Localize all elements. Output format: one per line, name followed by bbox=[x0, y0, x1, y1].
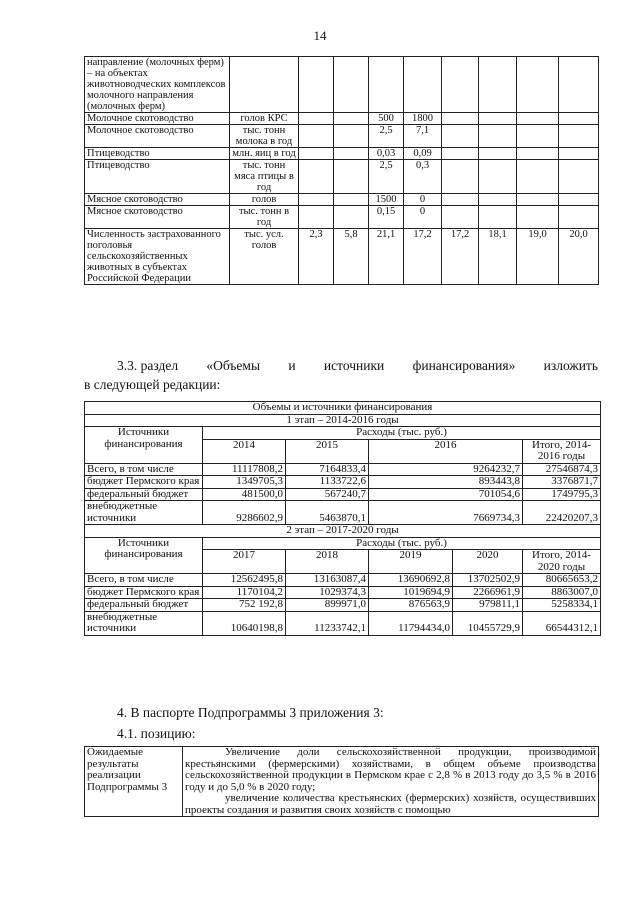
expense-value: 80665653,2 bbox=[523, 574, 601, 587]
indicator-value: 2,5 bbox=[369, 160, 404, 194]
indicator-value bbox=[299, 148, 334, 160]
table-row bbox=[85, 113, 599, 125]
indicator-value bbox=[442, 125, 479, 148]
indicator-value: 0,15 bbox=[369, 206, 404, 229]
table-row bbox=[85, 476, 601, 489]
indicator-name: Птицеводство bbox=[85, 148, 230, 160]
indicator-value bbox=[479, 206, 517, 229]
expense-value: 1133722,6 bbox=[286, 476, 369, 489]
source-name: бюджет Пермского края bbox=[85, 586, 203, 599]
table-row bbox=[85, 463, 601, 476]
indicator-value bbox=[479, 148, 517, 160]
indicator-value: 20,0 bbox=[559, 229, 599, 285]
year-header: 2020 bbox=[453, 550, 523, 574]
total-header: Итого, 2014-2020 годы bbox=[523, 550, 601, 574]
indicator-value bbox=[334, 113, 369, 125]
indicator-value bbox=[559, 160, 599, 194]
table-row bbox=[85, 586, 601, 599]
expense-value: 481500,0 bbox=[203, 488, 286, 501]
expense-value: 13163087,4 bbox=[286, 574, 369, 587]
indicator-name: Мясное скотоводство bbox=[85, 194, 230, 206]
indicator-name: Молочное скотоводство bbox=[85, 125, 230, 148]
indicator-value bbox=[559, 125, 599, 148]
indicator-value bbox=[442, 194, 479, 206]
year-header: 2017 bbox=[203, 550, 286, 574]
expense-value: 1749795,3 bbox=[523, 488, 601, 501]
indicator-value bbox=[517, 148, 559, 160]
indicator-value bbox=[559, 194, 599, 206]
expense-value: 9286602,9 bbox=[203, 501, 286, 525]
stage2-label: 2 этап – 2017-2020 годы bbox=[85, 525, 601, 538]
indicator-value bbox=[479, 160, 517, 194]
indicator-value: 500 bbox=[369, 113, 404, 125]
indicator-value bbox=[299, 194, 334, 206]
source-name: федеральный бюджет bbox=[85, 599, 203, 612]
indicator-value bbox=[334, 148, 369, 160]
section-4-1: 4.1. позицию: bbox=[117, 726, 196, 741]
indicator-value bbox=[517, 57, 559, 113]
expense-value: 899971,0 bbox=[286, 599, 369, 612]
results-paragraph-2: увеличение количества крестьянских (фермерских) хозяйств, осуществивших проекты создания и развития своих хозяйств с помощью bbox=[185, 792, 596, 816]
indicator-value bbox=[517, 125, 559, 148]
indicator-value bbox=[442, 206, 479, 229]
indicator-value bbox=[299, 57, 334, 113]
expense-value: 876563,9 bbox=[369, 599, 453, 612]
indicator-value bbox=[299, 160, 334, 194]
indicator-name: Мясное скотоводство bbox=[85, 206, 230, 229]
expense-value: 9264232,7 bbox=[369, 463, 523, 476]
indicator-value bbox=[517, 194, 559, 206]
financing-title: Объемы и источники финансирования bbox=[85, 402, 601, 415]
indicator-value bbox=[479, 57, 517, 113]
table-row bbox=[85, 194, 599, 206]
year-header: 2018 bbox=[286, 550, 369, 574]
indicator-unit: тыс. тонн в год bbox=[230, 206, 299, 229]
indicator-value bbox=[559, 57, 599, 113]
indicator-value bbox=[479, 113, 517, 125]
indicator-value bbox=[442, 148, 479, 160]
indicator-name: Молочное скотоводство bbox=[85, 113, 230, 125]
expected-results-table bbox=[84, 746, 599, 817]
source-name: Всего, в том числе bbox=[85, 574, 203, 587]
table-row bbox=[85, 501, 601, 525]
expense-value: 979811,1 bbox=[453, 599, 523, 612]
indicator-value bbox=[479, 194, 517, 206]
indicator-name: Птицеводство bbox=[85, 160, 230, 194]
indicator-value: 17,2 bbox=[404, 229, 442, 285]
stage1-label: 1 этап – 2014-2016 годы bbox=[85, 414, 601, 427]
indicator-value bbox=[299, 113, 334, 125]
expense-value: 10640198,8 bbox=[203, 611, 286, 635]
expense-value: 66544312,1 bbox=[523, 611, 601, 635]
indicator-value: 0,3 bbox=[404, 160, 442, 194]
indicator-value: 5,8 bbox=[334, 229, 369, 285]
expected-results-label: Ожидаемые результаты реализации Подпрограммы 3 bbox=[85, 747, 183, 817]
year-header: 2016 bbox=[369, 439, 523, 463]
source-name: федеральный бюджет bbox=[85, 488, 203, 501]
year-header: 2019 bbox=[369, 550, 453, 574]
table-row bbox=[85, 488, 601, 501]
expense-value: 5463870,1 bbox=[286, 501, 369, 525]
table-row bbox=[85, 599, 601, 612]
indicator-value bbox=[299, 206, 334, 229]
table-row bbox=[85, 148, 599, 160]
indicator-value bbox=[404, 57, 442, 113]
indicator-value bbox=[442, 57, 479, 113]
table-row bbox=[85, 574, 601, 587]
table-row bbox=[85, 206, 599, 229]
indicator-value bbox=[479, 125, 517, 148]
indicator-value bbox=[559, 206, 599, 229]
indicator-value bbox=[442, 113, 479, 125]
indicator-value bbox=[334, 206, 369, 229]
indicator-value: 1500 bbox=[369, 194, 404, 206]
expense-value: 27546874,3 bbox=[523, 463, 601, 476]
expense-value: 13702502,9 bbox=[453, 574, 523, 587]
source-name: внебюджетные источники bbox=[85, 611, 203, 635]
expenses-header: Расходы (тыс. руб.) bbox=[203, 427, 601, 440]
expense-value: 10455729,9 bbox=[453, 611, 523, 635]
indicator-value: 18,1 bbox=[479, 229, 517, 285]
financing-table bbox=[84, 401, 601, 636]
indicator-value: 17,2 bbox=[442, 229, 479, 285]
source-name: Всего, в том числе bbox=[85, 463, 203, 476]
expense-value: 701054,6 bbox=[369, 488, 523, 501]
indicator-value bbox=[299, 125, 334, 148]
indicator-value: 2,3 bbox=[299, 229, 334, 285]
indicator-value: 0 bbox=[404, 206, 442, 229]
results-paragraph-1: Увеличение доли сельскохозяйственной продукции, производимой крестьянскими (фермерскими) хозяйствами, в общем объеме производства сельскохозяйственной продукции в Пермском крае с 2,8 % в 2013 году до 3,5 % в 2016 году и до 5,0 % в 2020 году; bbox=[185, 746, 596, 793]
table-row bbox=[85, 229, 599, 285]
indicator-value bbox=[369, 57, 404, 113]
expense-value: 893443,8 bbox=[369, 476, 523, 489]
indicator-value: 7,1 bbox=[404, 125, 442, 148]
indicator-value bbox=[517, 160, 559, 194]
indicator-value bbox=[517, 206, 559, 229]
expense-value: 567240,7 bbox=[286, 488, 369, 501]
sources-header: Источники финансирования bbox=[85, 427, 203, 464]
indicator-name: Численность застрахованного поголовья сельскохозяйственных животных в субъектах Российской Федерации bbox=[85, 229, 230, 285]
expense-value: 1349705,3 bbox=[203, 476, 286, 489]
indicator-value bbox=[334, 57, 369, 113]
expenses-header: Расходы (тыс. руб.) bbox=[203, 537, 601, 550]
indicator-value bbox=[559, 113, 599, 125]
indicator-name: направление (молочных ферм) – на объектах животноводческих комплексов молочного направления (молочных ферм) bbox=[85, 57, 230, 113]
expense-value: 1029374,3 bbox=[286, 586, 369, 599]
indicator-value bbox=[559, 148, 599, 160]
expense-value: 1170104,2 bbox=[203, 586, 286, 599]
expense-value: 7164833,4 bbox=[286, 463, 369, 476]
section-3-3-line2: в следующей редакции: bbox=[84, 377, 221, 392]
expense-value: 752 192,8 bbox=[203, 599, 286, 612]
indicator-value: 0 bbox=[404, 194, 442, 206]
indicator-value: 0,09 bbox=[404, 148, 442, 160]
sources-header: Источники финансирования bbox=[85, 537, 203, 574]
indicators-table bbox=[84, 56, 599, 285]
page-number: 14 bbox=[313, 28, 327, 43]
indicator-unit: тыс. тонн молока в год bbox=[230, 125, 299, 148]
indicator-value bbox=[517, 113, 559, 125]
expense-value: 13690692,8 bbox=[369, 574, 453, 587]
section-3-3-line1: 3.3. раздел «Объемы и источники финансирования» изложить bbox=[117, 358, 598, 373]
expected-results-text bbox=[183, 747, 599, 817]
indicator-value bbox=[334, 125, 369, 148]
year-header: 2015 bbox=[286, 439, 369, 463]
indicator-unit: тыс. тонн мяса птицы в год bbox=[230, 160, 299, 194]
total-header: Итого, 2014-2016 годы bbox=[523, 439, 601, 463]
expense-value: 12562495,8 bbox=[203, 574, 286, 587]
expense-value: 5258334,1 bbox=[523, 599, 601, 612]
indicator-value bbox=[334, 194, 369, 206]
expense-value: 22420207,3 bbox=[523, 501, 601, 525]
table-row bbox=[85, 125, 599, 148]
section-4: 4. В паспорте Подпрограммы 3 приложения 3: bbox=[117, 705, 384, 720]
table-row bbox=[85, 57, 599, 113]
indicator-value: 19,0 bbox=[517, 229, 559, 285]
indicator-value: 2,5 bbox=[369, 125, 404, 148]
indicator-value: 0,03 bbox=[369, 148, 404, 160]
expense-value: 8863007,0 bbox=[523, 586, 601, 599]
indicator-unit: голов КРС bbox=[230, 113, 299, 125]
expense-value: 11794434,0 bbox=[369, 611, 453, 635]
indicator-unit: тыс. усл. голов bbox=[230, 229, 299, 285]
indicator-value bbox=[334, 160, 369, 194]
expense-value: 2266961,9 bbox=[453, 586, 523, 599]
indicator-unit bbox=[230, 57, 299, 113]
year-header: 2014 bbox=[203, 439, 286, 463]
source-name: бюджет Пермского края bbox=[85, 476, 203, 489]
indicator-value: 21,1 bbox=[369, 229, 404, 285]
table-row bbox=[85, 160, 599, 194]
indicator-unit: голов bbox=[230, 194, 299, 206]
table-row bbox=[85, 611, 601, 635]
expense-value: 7669734,3 bbox=[369, 501, 523, 525]
expense-value: 3376871,7 bbox=[523, 476, 601, 489]
expense-value: 11117808,2 bbox=[203, 463, 286, 476]
indicator-value bbox=[442, 160, 479, 194]
indicator-value: 1800 bbox=[404, 113, 442, 125]
indicator-unit: млн. яиц в год bbox=[230, 148, 299, 160]
expense-value: 11233742,1 bbox=[286, 611, 369, 635]
source-name: внебюджетные источники bbox=[85, 501, 203, 525]
expense-value: 1019694,9 bbox=[369, 586, 453, 599]
